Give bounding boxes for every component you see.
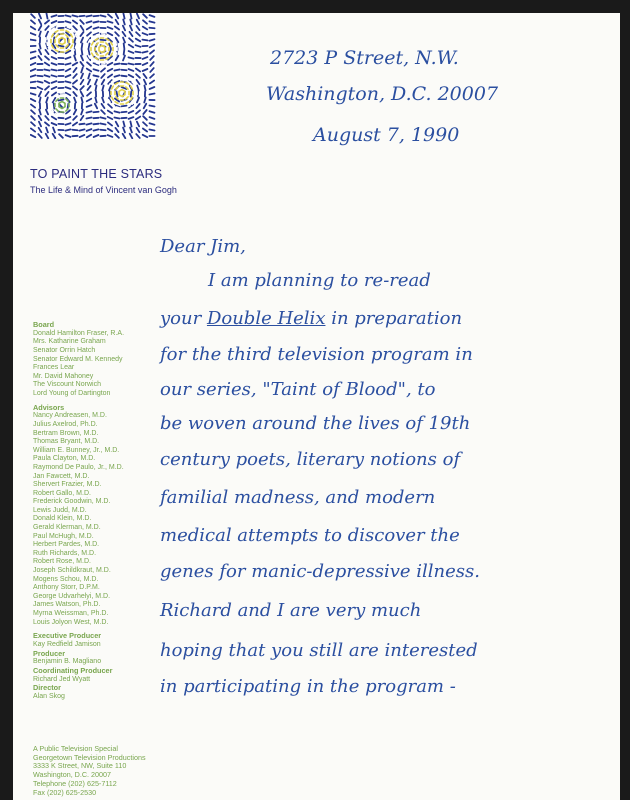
letter-body-line: be woven around the lives of 19th <box>160 413 471 434</box>
roster-name: Nancy Andreasen, M.D. <box>33 412 107 420</box>
footer-line: Georgetown Television Productions <box>33 752 146 762</box>
roster-name: Ruth Richards, M.D. <box>33 549 97 557</box>
footer-contact <box>33 745 213 797</box>
salutation: Dear Jim, <box>160 236 246 257</box>
letter-body-line: hoping that you still are interested <box>160 640 478 661</box>
roster-heading: Executive Producer <box>33 631 102 641</box>
letter-body-line: our series, "Taint of Blood", to <box>160 379 436 400</box>
roster-name: Alan Skog <box>33 693 65 701</box>
footer-line: Washington, D.C. 20007 <box>33 770 112 780</box>
roster-name: Louis Jolyon West, M.D. <box>33 618 109 626</box>
roster-name: Raymond De Paulo, Jr., M.D. <box>33 463 124 471</box>
roster-name: Frederick Goodwin, M.D. <box>33 498 111 506</box>
roster-name: Mrs. Katharine Graham <box>33 338 106 346</box>
letter-body-line: genes for manic-depressive illness. <box>160 561 480 582</box>
letter-body-line: for the third television program in <box>160 344 473 365</box>
footer-line: 3333 K Street, NW, Suite 110 <box>33 761 127 771</box>
roster-name: Myrna Weissman, Ph.D. <box>33 610 109 617</box>
footer-line: A Public Television Special <box>33 744 118 753</box>
letter-page <box>13 13 620 800</box>
stars-logo <box>30 13 156 139</box>
roster-name: Benjamin B. Magliano <box>33 658 102 666</box>
letter-body-line: century poets, literary notions of <box>160 449 461 470</box>
roster-name: Senator Edward M. Kennedy <box>33 355 123 363</box>
roster-name: Jan Fawcett, M.D. <box>33 472 90 480</box>
roster-name: Joseph Schildkraut, M.D. <box>33 567 111 575</box>
letterhead-title: TO PAINT THE STARS <box>30 167 163 181</box>
roster-name: Lewis Judd, M.D. <box>33 506 87 514</box>
address-line-2: Washington, D.C. 20007 <box>266 83 499 105</box>
roster-name: Anthony Storr, D.P.M. <box>33 584 100 592</box>
roster-name: Mogens Schou, M.D. <box>33 575 99 583</box>
roster-name: Senator Orrin Hatch <box>33 346 96 354</box>
letter-body-line: I am planning to re-read <box>208 270 431 291</box>
roster-heading: Coordinating Producer <box>33 665 113 675</box>
roster-name: Julius Axelrod, Ph.D. <box>33 420 98 428</box>
roster-name: James Watson, Ph.D. <box>33 601 101 609</box>
roster-name: George Udvarhelyi, M.D. <box>33 592 111 600</box>
roster-name: Robert Rose, M.D. <box>33 558 91 566</box>
roster-name: Paul McHugh, M.D. <box>33 532 94 540</box>
roster-name: Lord Young of Dartington <box>33 389 111 397</box>
roster-heading: Producer <box>33 648 66 658</box>
letter-body-line: familial madness, and modern <box>160 487 436 508</box>
roster-name: Herbert Pardes, M.D. <box>33 541 100 549</box>
roster-name: William E. Bunney, Jr., M.D. <box>33 446 120 454</box>
roster-name: Paula Clayton, M.D. <box>33 455 96 463</box>
roster-name: Richard Jed Wyatt <box>33 675 91 683</box>
roster-name: Robert Gallo, M.D. <box>33 489 91 497</box>
letter-body-line: Richard and I are very much <box>160 600 422 621</box>
letter-date: August 7, 1990 <box>313 124 460 146</box>
roster-name: Gerald Klerman, M.D. <box>33 524 101 532</box>
footer-line: Telephone (202) 625-7112 <box>33 778 117 788</box>
roster-name: Shervert Frazier, M.D. <box>33 481 102 489</box>
address-line-1: 2723 P Street, N.W. <box>270 47 459 69</box>
letterhead-subtitle: The Life & Mind of Vincent van Gogh <box>30 185 177 195</box>
roster-name: Kay Redfield Jamison <box>33 640 101 648</box>
roster-name: Frances Lear <box>33 364 75 372</box>
letter-body-line: medical attempts to discover the <box>160 525 460 546</box>
roster-name: Bertram Brown, M.D. <box>33 429 99 437</box>
letter-body-line: your Double Helix in preparation <box>160 308 463 329</box>
roster-name: Donald Hamilton Fraser, R.A. <box>33 329 125 337</box>
roster-heading: Board <box>33 320 55 329</box>
letter-body-line: in participating in the program - <box>160 676 456 697</box>
roster-heading: Director <box>33 683 61 693</box>
underlined-title: Double Helix <box>206 308 326 329</box>
roster-name: Donald Klein, M.D. <box>33 515 92 523</box>
roster-heading: Advisors <box>33 402 65 412</box>
footer-line: Fax (202) 625-2530 <box>33 787 97 797</box>
roster-name: Mr. David Mahoney <box>33 372 94 380</box>
roster-name: Thomas Bryant, M.D. <box>33 438 100 446</box>
roster-name: The Viscount Norwich <box>33 381 101 389</box>
